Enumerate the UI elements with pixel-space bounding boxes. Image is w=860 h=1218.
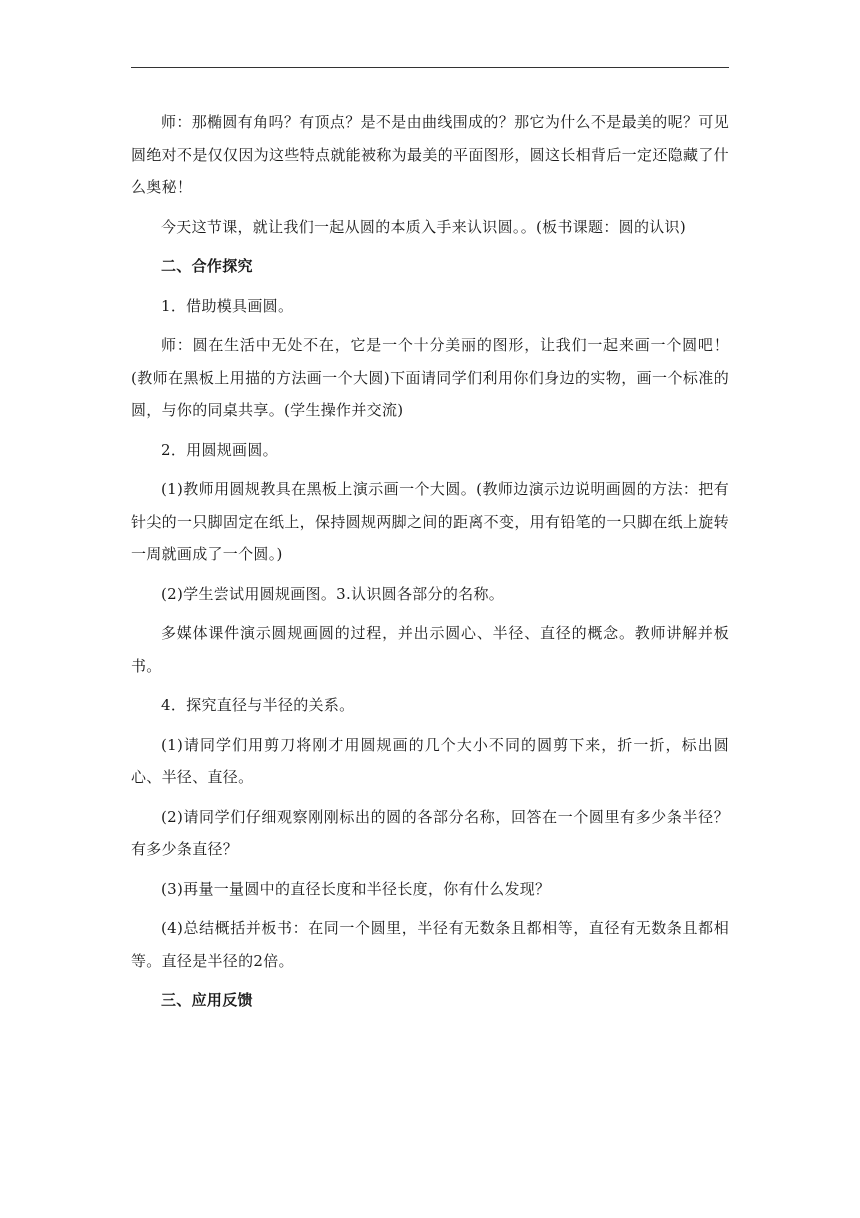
paragraph-cut-fold: (1)请同学们用剪刀将刚才用圆规画的几个大小不同的圆剪下来，折一折，标出圆心、半径、直径。 — [131, 735, 729, 786]
paragraph-lesson-intro: 今天这节课，就让我们一起从圆的本质入手来认识圆。。(板书课题：圆的认识) — [161, 217, 687, 236]
paragraph-observe: (2)请同学们仔细观察刚刚标出的圆的各部分名称，回答在一个圆里有多少条半径？有多少条直径？ — [131, 807, 729, 858]
paragraph-multimedia: 多媒体课件演示圆规画圆的过程，并出示圆心、半径、直径的概念。教师讲解并板书。 — [131, 624, 729, 675]
paragraph-teacher-ellipse: 师：那椭圆有角吗？有顶点？是不是由曲线围成的？那它为什么不是最美的呢？可见圆绝对不是仅仅因为这些特点就能被称为最美的平面图形，圆这长相背后一定还隐藏了什么奥秘！ — [131, 113, 729, 196]
document-body — [131, 106, 729, 1017]
paragraph-student-try: (2)学生尝试用圆规画图。3.认识圆各部分的名称。 — [161, 584, 505, 603]
section-heading-application: 三、应用反馈 — [161, 991, 253, 1009]
paragraph-measure: (3)再量一量圆中的直径长度和半径长度，你有什么发现？ — [161, 879, 551, 898]
header-rule — [131, 67, 729, 68]
section-heading-cooperative-inquiry: 二、合作探究 — [161, 257, 253, 275]
paragraph-summary: (4)总结概括并板书：在同一个圆里，半径有无数条且都相等，直径有无数条且都相等。直径是半径的2倍。 — [131, 919, 729, 970]
paragraph-draw-circle: 师：圆在生活中无处不在，它是一个十分美丽的图形，让我们一起来画一个圆吧！(教师在黑板上用描的方法画一个大圆)下面请同学们利用你们身边的实物，画一个标准的圆，与你的同桌共享。(学生操作并交流) — [131, 336, 729, 419]
step-heading-diameter-radius: 4．探究直径与半径的关系。 — [161, 696, 355, 714]
step-heading-mold-drawing: 1．借助模具画圆。 — [161, 296, 294, 315]
step-heading-compass-drawing: 2．用圆规画圆。 — [161, 440, 278, 459]
paragraph-compass-demo: (1)教师用圆规教具在黑板上演示画一个大圆。(教师边演示边说明画圆的方法：把有针尖的一只脚固定在纸上，保持圆规两脚之间的距离不变，用有铅笔的一只脚在纸上旋转一周就画成了一个圆。) — [131, 480, 729, 563]
